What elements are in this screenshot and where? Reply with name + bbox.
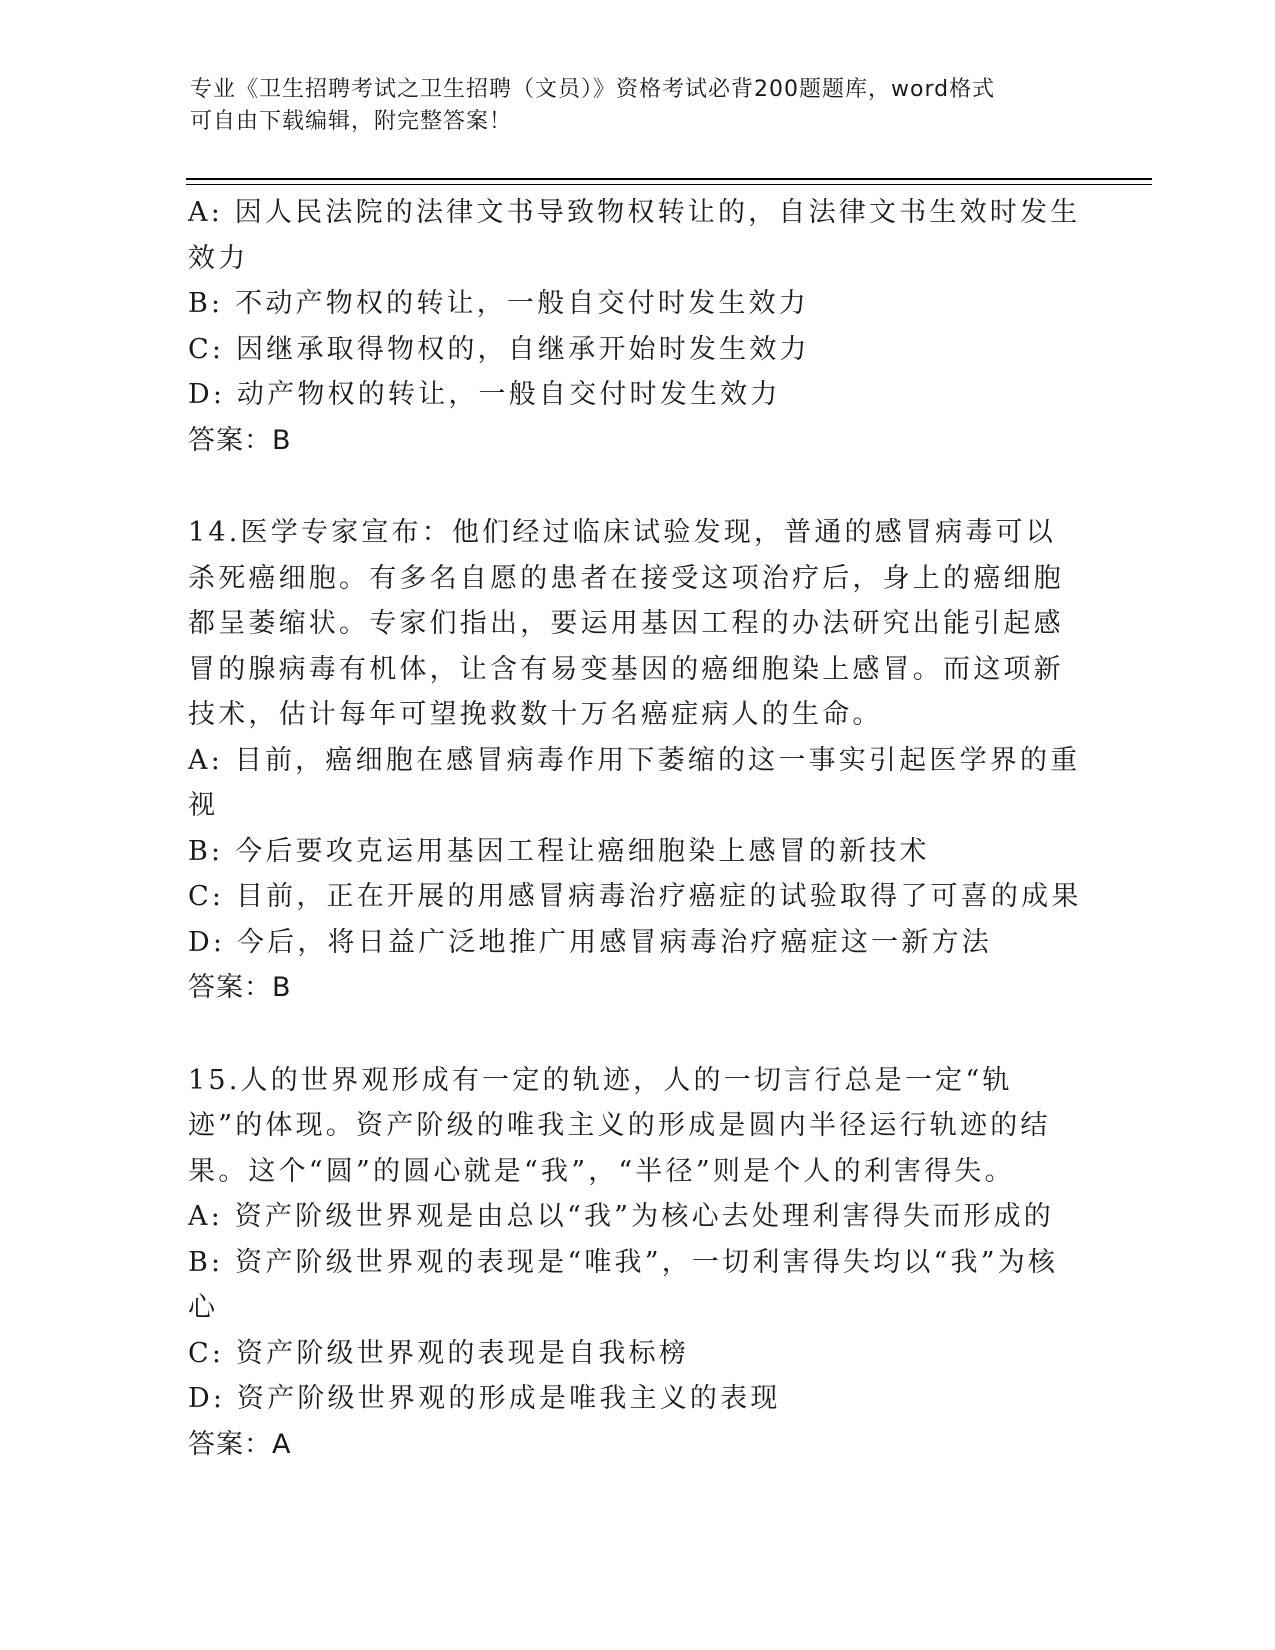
question-13 (188, 190, 1083, 463)
spacer (188, 1011, 1083, 1058)
option-a: A: 目前，癌细胞在感冒病毒作用下萎缩的这一事实引起医学界的重视 (188, 744, 1081, 821)
option-d: D: 资产阶级世界观的形成是唯我主义的表现 (188, 1383, 781, 1414)
document-header (190, 74, 1070, 138)
option-c: C: 因继承取得物权的，自继承开始时发生效力 (188, 333, 810, 365)
header-divider-top (186, 178, 1152, 180)
question-stem: 14.医学专家宣布：他们经过临床试验发现，普通的感冒病毒可以杀死癌细胞。有多名自愿的患者在接受这项治疗后，身上的癌细胞都呈萎缩状。专家们指出，要运用基因工程的办法研究出能引起感冒的腺病毒有机体，让含有易变基因的癌细胞染上感冒。而这项新技术，估计每年可望挽救数十万名癌症病人的生命。 (188, 517, 1064, 730)
spacer (188, 463, 1083, 510)
question-14 (188, 510, 1083, 1011)
option-c: C: 资产阶级世界观的表现是自我标榜 (188, 1337, 689, 1369)
option-d: D: 动产物权的转让，一般自交付时发生效力 (188, 379, 781, 410)
option-a: A: 资产阶级世界观是由总以“我”为核心去处理利害得失而形成的 (188, 1201, 1054, 1232)
header-line-2: 可自由下载编辑，附完整答案！ (190, 109, 513, 134)
option-b: B: 今后要攻克运用基因工程让癌细胞染上感冒的新技术 (188, 835, 930, 867)
option-b: B: 资产阶级世界观的表现是“唯我”，一切利害得失均以“我”为核心 (188, 1246, 1059, 1323)
answer: 答案：B (188, 972, 292, 1003)
option-d: D: 今后，将日益广泛地推广用感冒病毒治疗癌症这一新方法 (188, 926, 992, 958)
option-a: A: 因人民法院的法律文书导致物权转让的，自法律文书生效时发生效力 (188, 197, 1081, 274)
header-line-1: 专业《卫生招聘考试之卫生招聘（文员）》资格考试必背200题题库，word格式 (190, 77, 996, 102)
question-15 (188, 1058, 1083, 1468)
header-divider-bottom (186, 184, 1152, 185)
option-b: B: 不动产物权的转让，一般自交付时发生效力 (188, 288, 809, 319)
option-c: C: 目前，正在开展的用感冒病毒治疗癌症的试验取得了可喜的成果 (188, 881, 1082, 912)
answer: 答案：B (188, 424, 292, 456)
answer: 答案：A (188, 1428, 292, 1460)
document-body (188, 190, 1083, 1467)
question-stem: 15.人的世界观形成有一定的轨迹，人的一切言行总是一定“轨迹”的体现。资产阶级的唯我主义的形成是圆内半径运行轨迹的结果。这个“圆”的圆心就是“我”，“半径”则是个人的利害得失。 (188, 1064, 1051, 1187)
